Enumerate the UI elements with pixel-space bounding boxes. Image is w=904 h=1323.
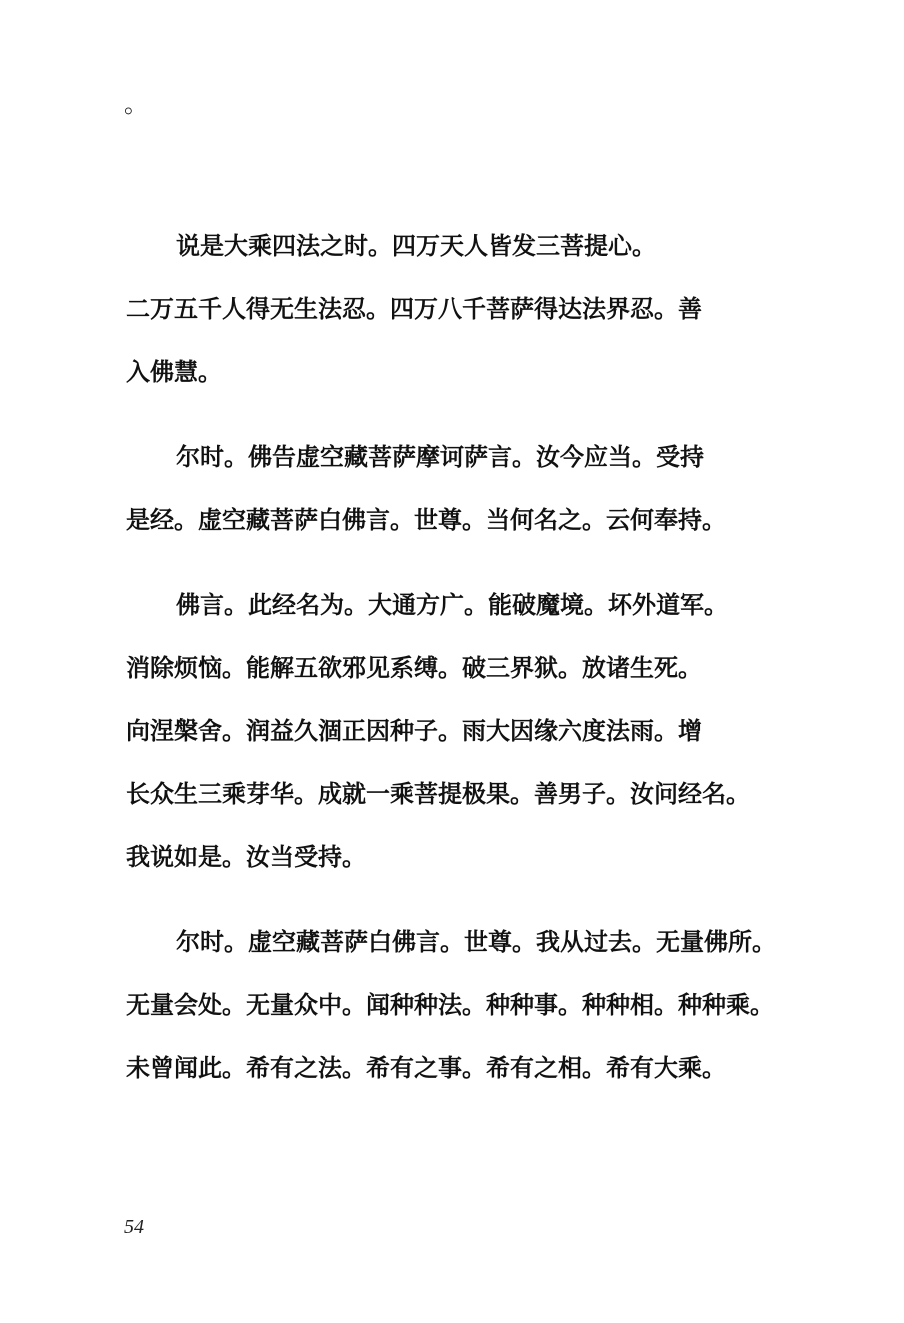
text-line: 我说如是。汝当受持。 bbox=[126, 842, 366, 871]
paragraph-4 bbox=[126, 910, 776, 1099]
paragraph-2 bbox=[126, 425, 738, 551]
text-line: 向涅槃舍。润益久涸正因种子。雨大因缘六度法雨。增 bbox=[126, 716, 702, 745]
paragraph-1 bbox=[126, 214, 738, 403]
text-line: 佛言。此经名为。大通方广。能破魔境。坏外道军。 bbox=[176, 590, 728, 619]
paragraph-3 bbox=[126, 573, 750, 888]
text-line: 尔时。虚空藏菩萨白佛言。世尊。我从过去。无量佛所。 bbox=[176, 927, 776, 956]
text-line: 二万五千人得无生法忍。四万八千菩萨得达法界忍。善 bbox=[126, 294, 702, 323]
text-line: 是经。虚空藏菩萨白佛言。世尊。当何名之。云何奉持。 bbox=[126, 505, 726, 534]
text-line: 长众生三乘芽华。成就一乘菩提极果。善男子。汝问经名。 bbox=[126, 779, 750, 808]
top-punctuation-mark: 。 bbox=[124, 90, 148, 118]
text-line: 消除烦恼。能解五欲邪见系缚。破三界狱。放诸生死。 bbox=[126, 653, 702, 682]
text-line: 尔时。佛告虚空藏菩萨摩诃萨言。汝今应当。受持 bbox=[176, 442, 704, 471]
text-line: 无量会处。无量众中。闻种种法。种种事。种种相。种种乘。 bbox=[126, 990, 774, 1019]
text-line: 说是大乘四法之时。四万天人皆发三菩提心。 bbox=[176, 231, 656, 260]
text-line: 入佛慧。 bbox=[126, 357, 222, 386]
page-number: 54 bbox=[124, 1216, 144, 1238]
body-text bbox=[126, 214, 776, 1121]
text-line: 未曾闻此。希有之法。希有之事。希有之相。希有大乘。 bbox=[126, 1053, 726, 1082]
